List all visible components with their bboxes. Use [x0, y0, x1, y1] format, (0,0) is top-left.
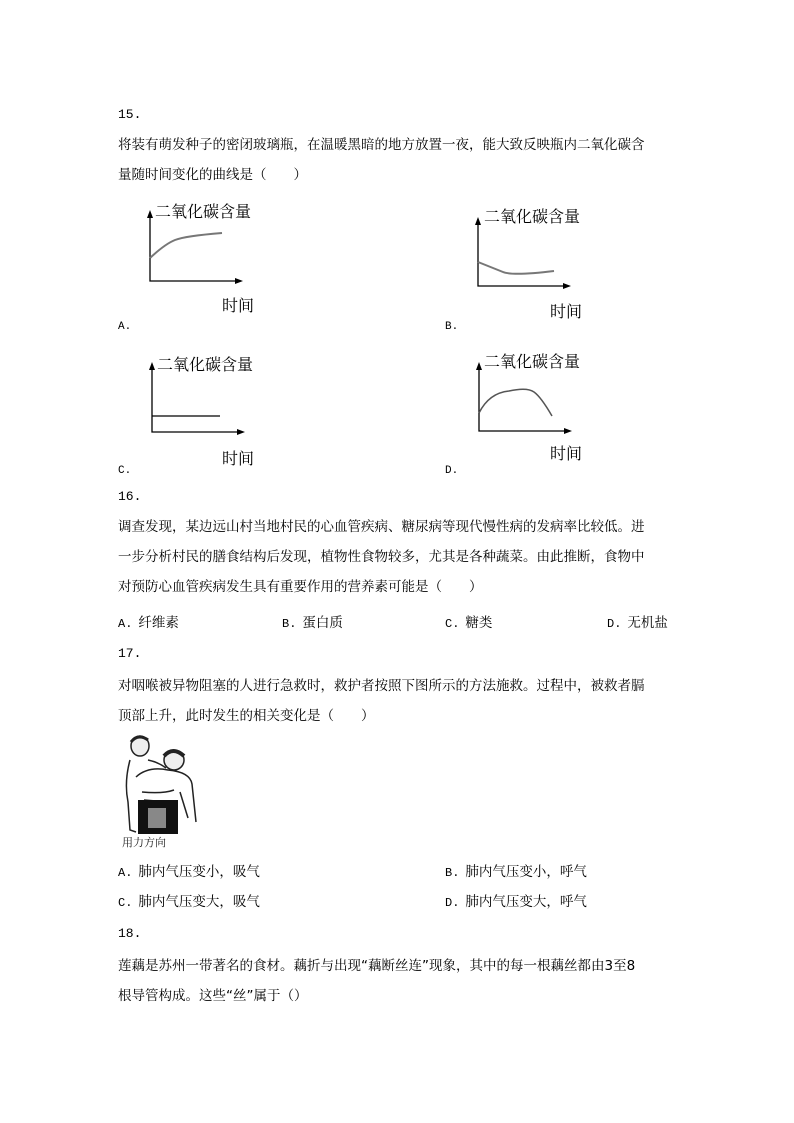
option-c[interactable]	[118, 893, 260, 912]
graph-xlabel: 时间	[550, 302, 583, 321]
option-a[interactable]	[118, 614, 179, 633]
question-number: 15.	[118, 107, 142, 122]
graph-ylabel: 二氧化碳含量	[157, 355, 254, 374]
option-text: 纤维素	[138, 615, 179, 631]
question-text: 调查发现，某边远山村当地村民的心血管疾病、糖尿病等现代慢性病的发病率比较低。进	[118, 519, 645, 535]
graph-curve	[478, 262, 554, 274]
option-d[interactable]	[445, 893, 587, 912]
graph-ylabel: 二氧化碳含量	[484, 352, 581, 371]
option-text: 肺内气压变大，呼气	[465, 894, 587, 910]
question-text: 将装有萌发种子的密闭玻璃瓶，在温暖黑暗的地方放置一夜，能大致反映瓶内二氧化碳含	[118, 137, 645, 153]
option-letter: A.	[118, 617, 133, 631]
option-letter: D.	[607, 617, 622, 631]
graph-label: B.	[445, 321, 459, 333]
option-letter: B.	[445, 866, 460, 880]
question-number: 16.	[118, 489, 142, 504]
graph-curve	[150, 233, 222, 258]
graph-xlabel: 时间	[222, 449, 255, 468]
option-c[interactable]	[445, 614, 492, 633]
option-letter: B.	[282, 617, 297, 631]
option-text: 肺内气压变小，呼气	[465, 864, 587, 880]
question-text: 对咽喉被异物阻塞的人进行急救时，救护者按照下图所示的方法施救。过程中，被救者膈	[118, 678, 645, 694]
graph-ylabel: 二氧化碳含量	[155, 202, 252, 221]
option-text: 无机盐	[627, 615, 668, 631]
question-text: 对预防心血管疾病发生具有重要作用的营养素可能是（ ）	[118, 579, 483, 595]
graph-a	[140, 198, 270, 318]
graph-curve	[479, 389, 552, 416]
option-a[interactable]	[118, 863, 260, 882]
graph-label: D.	[445, 465, 459, 477]
graph-label: C.	[118, 465, 132, 477]
axis-arrows	[475, 217, 571, 289]
option-letter: C.	[445, 617, 460, 631]
question-number: 17.	[118, 646, 142, 661]
option-letter: D.	[445, 896, 460, 910]
graph-label: A.	[118, 321, 132, 333]
heimlich-maneuver-illustration	[118, 732, 210, 850]
question-text: 顶部上升，此时发生的相关变化是（ ）	[118, 708, 375, 724]
question-text: 莲藕是苏州一带著名的食材。藕折与出现“藕断丝连”现象，其中的每一根藕丝都由3至8	[118, 958, 636, 974]
graph-d	[469, 347, 599, 465]
option-b[interactable]	[282, 614, 343, 633]
question-number: 18.	[118, 926, 142, 941]
graph-axes	[479, 367, 564, 431]
question-text: 一步分析村民的膳食结构后发现，植物性食物较多，尤其是各种蔬菜。由此推断，食物中	[118, 549, 645, 565]
question-text: 根导管构成。这些“丝”属于（）	[118, 988, 308, 1004]
graph-ylabel: 二氧化碳含量	[484, 207, 581, 226]
option-b[interactable]	[445, 863, 587, 882]
option-text: 蛋白质	[302, 615, 343, 631]
figure-caption: 用力方向	[122, 836, 166, 849]
option-d[interactable]	[607, 614, 668, 633]
graph-xlabel: 时间	[222, 296, 255, 315]
option-text: 糖类	[465, 615, 493, 631]
graph-axes	[152, 367, 237, 432]
option-text: 肺内气压变大，吸气	[138, 894, 260, 910]
question-text: 量随时间变化的曲线是（ ）	[118, 167, 307, 183]
option-letter: A.	[118, 866, 133, 880]
option-letter: C.	[118, 896, 133, 910]
option-text: 肺内气压变小，吸气	[138, 864, 260, 880]
graph-axes	[478, 222, 563, 286]
graph-xlabel: 时间	[550, 444, 583, 463]
graph-b	[468, 202, 598, 324]
graph-c	[142, 350, 272, 468]
